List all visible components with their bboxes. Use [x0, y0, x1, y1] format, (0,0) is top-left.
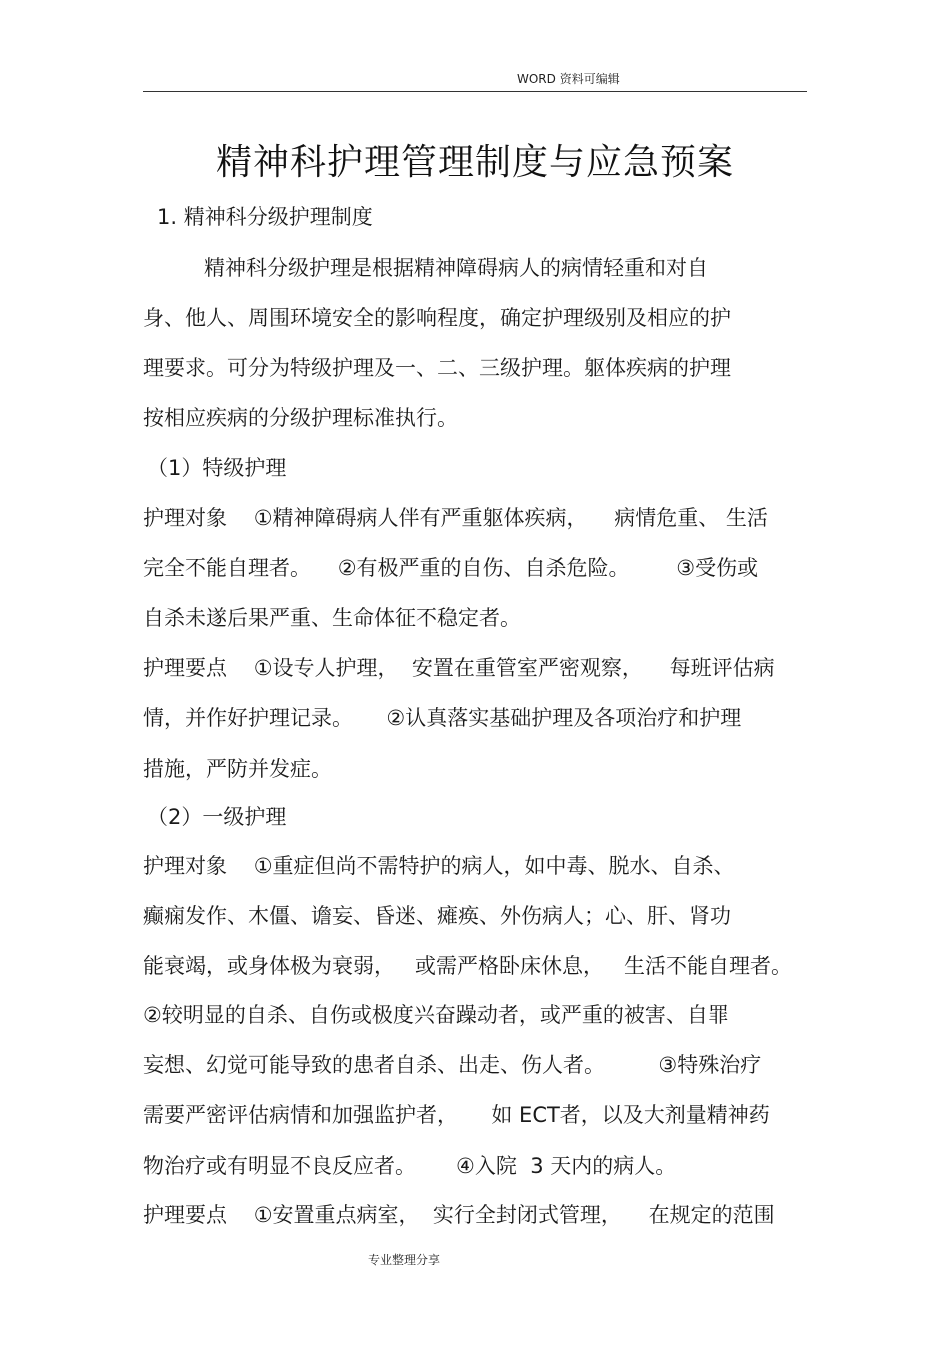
paragraph-line: 物治疗或有明显不良反应者。 ④入院 3 天内的病人。 [143, 1154, 677, 1178]
paragraph-line: 需要严密评估病情和加强监护者， 如 ECT者，以及大剂量精神药 [143, 1103, 770, 1127]
paragraph-line: 情，并作好护理记录。 ②认真落实基础护理及各项治疗和护理 [143, 706, 742, 730]
section-heading: 1. 精神科分级护理制度 [157, 205, 373, 229]
paragraph-line: 妄想、幻觉可能导致的患者自杀、出走、伤人者。 ③特殊治疗 [143, 1053, 762, 1077]
subsection-heading: （2）一级护理 [147, 805, 287, 829]
paragraph-line: 完全不能自理者。 ②有极严重的自伤、自杀危险。 ③受伤或 [143, 556, 759, 580]
paragraph-line: 能衰竭，或身体极为衰弱， 或需严格卧床休息， 生活不能自理者。 [143, 954, 793, 978]
document-title: 精神科护理管理制度与应急预案 [215, 142, 734, 183]
paragraph-line: 护理要点 ①设专人护理， 安置在重管室严密观察， 每班评估病 [143, 656, 775, 680]
paragraph-line: 身、他人、周围环境安全的影响程度，确定护理级别及相应的护 [143, 306, 731, 330]
paragraph-line: 措施，严防并发症。 [143, 757, 332, 781]
paragraph-line: 护理对象 ①精神障碍病人伴有严重躯体疾病， 病情危重、 生活 [143, 506, 768, 530]
paragraph-line: 精神科分级护理是根据精神障碍病人的病情轻重和对自 [204, 256, 708, 280]
paragraph-line: 自杀未遂后果严重、生命体征不稳定者。 [143, 606, 521, 630]
subsection-heading: （1）特级护理 [147, 456, 287, 480]
header-rule [143, 91, 807, 92]
header-text: WORD 资料可编辑 [517, 72, 620, 86]
page-footer: 专业整理分享 [368, 1253, 441, 1267]
paragraph-line: ②较明显的自杀、自伤或极度兴奋躁动者，或严重的被害、自罪 [143, 1003, 729, 1027]
paragraph-line: 护理对象 ①重症但尚不需特护的病人，如中毒、脱水、自杀、 [143, 854, 735, 878]
paragraph-line: 护理要点 ①安置重点病室， 实行全封闭式管理， 在规定的范围 [143, 1203, 775, 1227]
paragraph-line: 癫痫发作、木僵、谵妄、昏迷、瘫痪、外伤病人；心、肝、肾功 [143, 904, 731, 928]
paragraph-line: 按相应疾病的分级护理标准执行。 [143, 406, 458, 430]
paragraph-line: 理要求。可分为特级护理及一、二、三级护理。躯体疾病的护理 [143, 356, 731, 380]
